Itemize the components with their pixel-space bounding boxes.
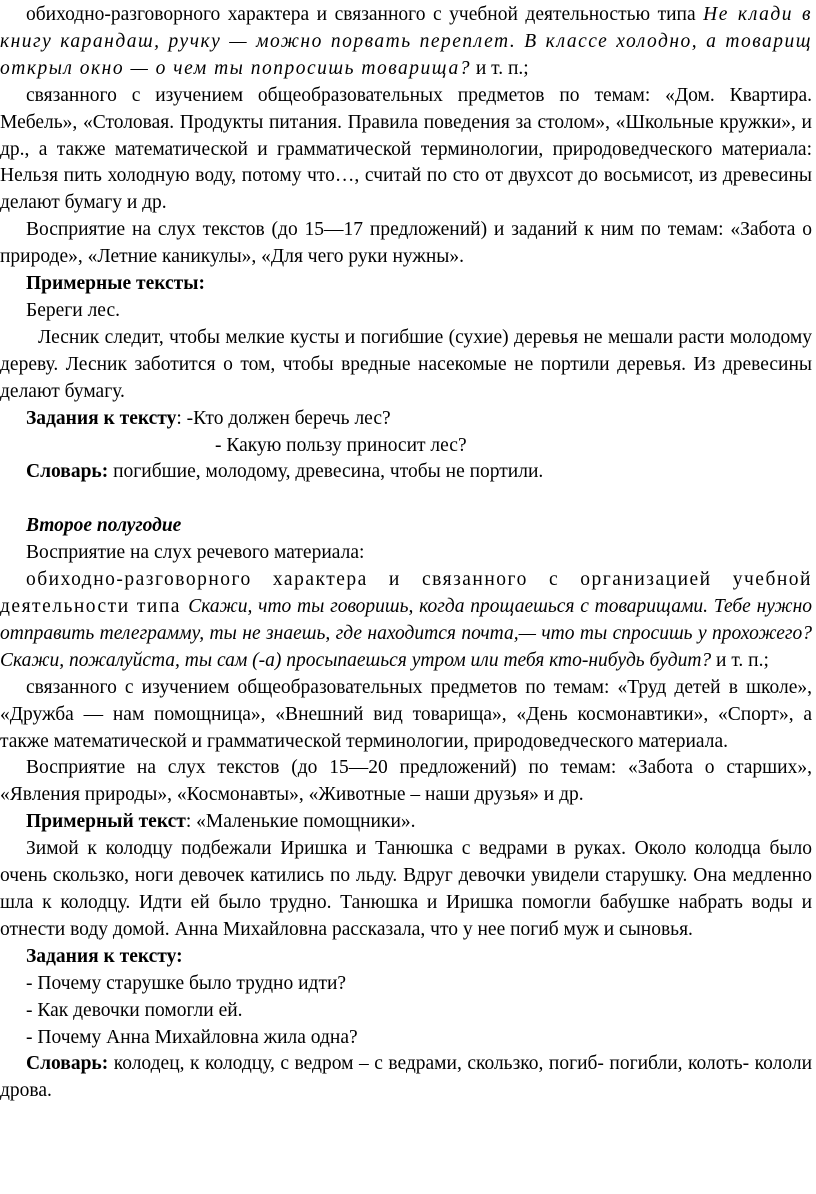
sample-text-heading [0,809,812,836]
dictionary-words: погибшие, молодому, древесина, чтобы не портили. [108,461,544,483]
task-question: - Как девочки помогли ей. [26,999,243,1021]
text-title: Береги лес. [26,299,120,321]
dictionary-label: Словарь: [26,461,109,483]
task-question: - Почему старушке было трудно идти? [26,972,347,994]
paragraph-listening-texts-2: Восприятие на слух текстов (до 15—20 предложений) по темам: «Забота о старших», «Явления природы», «Космонавты», «Животные – наши друзья» и др. [0,757,812,806]
section-heading-second-half [0,513,812,540]
paragraph-text: и т. п.; [471,57,529,79]
dictionary-words: колодец, к колодцу, с ведром – с ведрами, скользко, погиб- погибли, колоть- кололи дрова. [0,1053,812,1102]
heading-text: Второе полугодие [26,515,182,537]
dictionary-line-2 [0,1051,812,1105]
paragraph-listening-texts: Восприятие на слух текстов (до 15—17 предложений) и заданий к ним по темам: «Забота о природе», «Летние каникулы», «Для чего руки нужны». [0,219,812,268]
text-body-helpers: Зимой к колодцу подбежали Иришка и Танюшка с ведрами в руках. Около колодца было очень скользко, ноги девочек катились по льду. Вдруг девочки увидели старушку. Она медленно шла к колодцу. Идти ей было трудно. Танюшка и Иришка помогли бабушке набрать воды и отнести воду домой. Анна Михайловна рассказала, что у нее погиб муж и сыновья. [0,838,812,940]
tasks-heading [0,944,812,971]
document-page [0,2,812,1105]
task-question: : -Кто должен беречь лес? [176,407,391,429]
heading-label: Примерный текст [26,811,186,833]
text-body-forest: Лесник следит, чтобы мелкие кусты и погибшие (сухие) деревья не мешали расти молодому дереву. Лесник заботится о том, чтобы вредные насекомые не портили деревья. Из древесины делают бумагу. [0,326,812,402]
example-phrases: Скажи, что ты говоришь, когда прощаешься с товарищами. Тебе нужно отправить телеграмму, ты не знаешь, где находится почта,— что ты спросишь у прохожего? Скажи, пожалуйста, ты сам (-а) просыпаешься утром или тебя кто-нибудь будит? [0,596,812,671]
paragraph-text: и т. п.; [711,649,769,671]
example-phrases: Не клади в книгу карандаш, ручку — можно порвать переплет. В классе холодно, а товарищ открыл окно — о чем ты попросишь товарища? [0,4,812,79]
paragraph-text: обиходно-разговорного характера и связанного с учебной деятельностью типа [26,4,704,25]
dictionary-line [0,459,812,486]
spacer [0,486,812,513]
paragraph-everyday-speech [0,2,812,83]
paragraph-text: обиходно-разговорного характера и связанного с организацией учебной деятельности типа [0,569,812,618]
tasks-line-1 [0,406,812,433]
heading-text: Задания к тексту: [26,945,183,967]
paragraph-subject-topics: связанного с изучением общеобразовательных предметов по темам: «Дом. Квартира. Мебель», «Столовая. Продукты питания. Правила поведения за столом», «Школьные кружки», и др., а также математической и грамматической терминологии, природоведческого материала: Нельзя пить холодную воду, потому что…, считай по сто от двухсот до восьмисот, из древесины делают бумагу и др. [0,84,812,214]
heading-title: : «Маленькие помощники». [185,811,416,833]
task-question: - Почему Анна Михайловна жила одна? [26,1026,358,1048]
paragraph-listening-material: Восприятие на слух речевого материала: [26,542,365,564]
heading-text: Примерные тексты: [26,273,205,295]
tasks-label: Задания к тексту [26,407,177,429]
dictionary-label: Словарь: [26,1053,109,1075]
paragraph-subject-topics-2: связанного с изучением общеобразовательных предметов по темам: «Труд детей в школе», «Дружба — нам помощница», «Внешний вид товарища», «День космонавтики», «Спорт», а также математической и грамматической терминологии, природоведческого материала. [0,676,812,752]
tasks-line-2: - Какую пользу приносит лес? [215,434,467,456]
section-heading-sample-texts [0,271,812,298]
paragraph-everyday-speech-2 [0,567,812,675]
